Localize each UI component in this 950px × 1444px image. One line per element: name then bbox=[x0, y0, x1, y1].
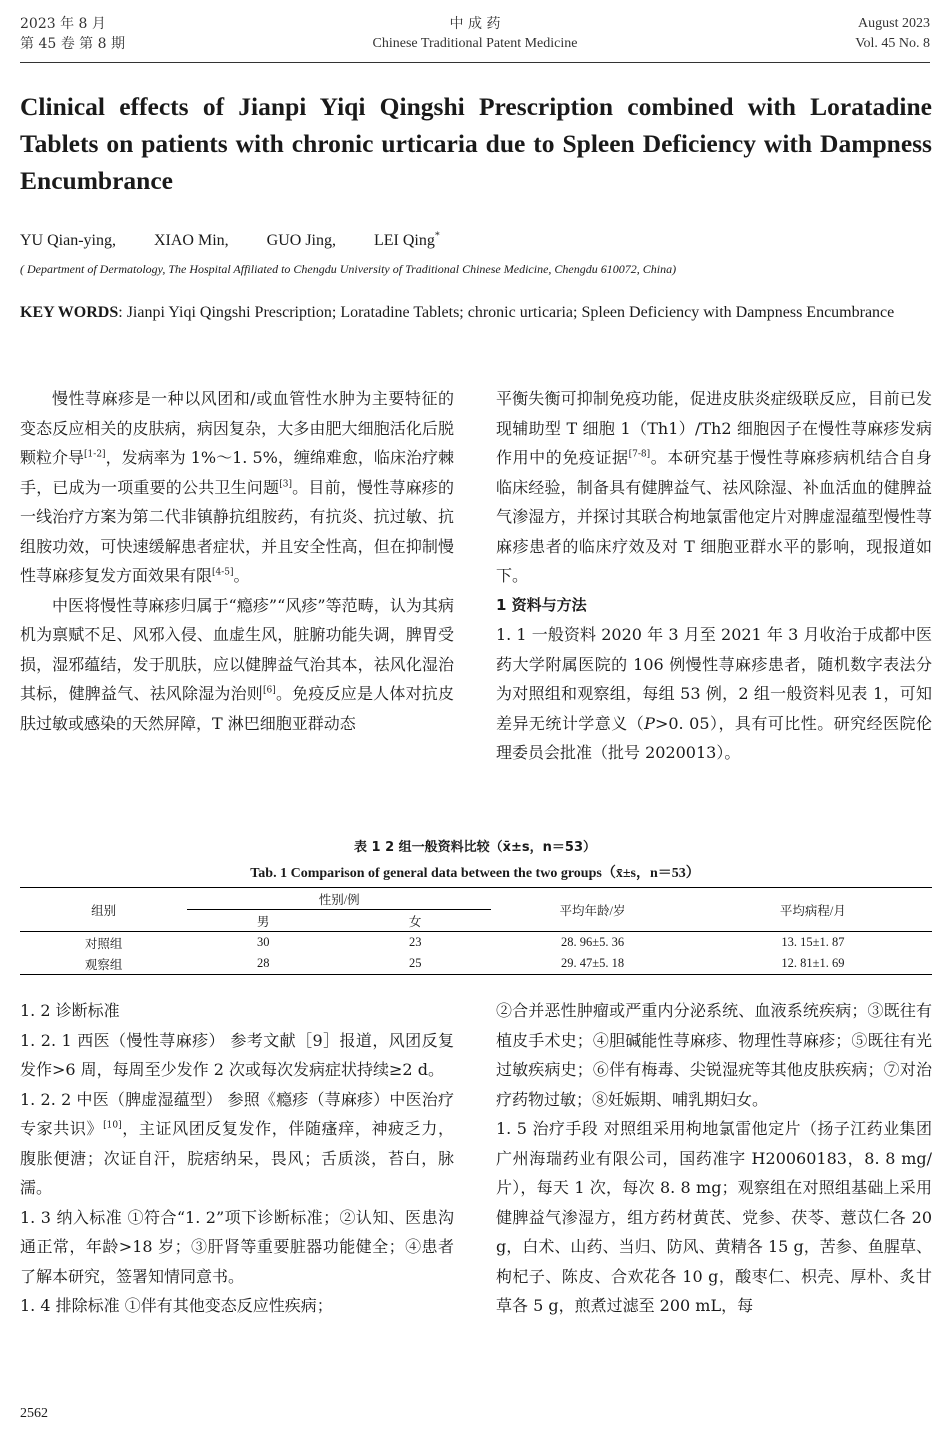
lower-left-column bbox=[20, 996, 454, 1321]
cell-course: 12. 81±1. 69 bbox=[694, 953, 932, 975]
paper-title: Clinical effects of Jianpi Yiqi Qingshi Prescription combined with Loratadine Tablets on patients with chronic urticaria due to Spleen Deficiency with Dampness Encumbrance bbox=[20, 92, 932, 195]
table-caption-en: Tab. 1 Comparison of general data between the two groups（x̄±s，n＝53） bbox=[250, 866, 700, 881]
author-name: LEI Qing bbox=[374, 232, 435, 249]
paragraph: 1. 2. 1 西医（慢性荨麻疹） 参考文献［9］报道，风团反复发作>6 周，每周至少发作 2 次或每次发病症状持续≥2 d。 bbox=[20, 1030, 454, 1079]
text: >0. 05），具有可比性。研究经医院伦理委员会批准（批号 2020013）。 bbox=[496, 713, 932, 762]
text: 。目前，慢性荨麻疹的一线治疗方案为第二代非镇静抗组胺药，有抗炎、抗过敏、抗组胺功效，可快速缓解患者症状，并且安全性高，但在抑制慢性荨麻疹复发方面效果有限 bbox=[20, 477, 454, 585]
data-table bbox=[20, 887, 932, 975]
table-header-male: 男 bbox=[187, 910, 339, 932]
header-date-en: August 2023 bbox=[858, 16, 930, 31]
author-name: XIAO Min, bbox=[153, 232, 229, 249]
p-symbol: P bbox=[644, 713, 655, 733]
paragraph bbox=[496, 620, 932, 768]
table-row bbox=[20, 953, 932, 975]
paragraph bbox=[496, 384, 932, 591]
table-header-group: 组别 bbox=[20, 888, 187, 932]
header-volume-en: Vol. 45 No. 8 bbox=[855, 36, 930, 51]
author-name: YU Qian-ying, bbox=[20, 232, 116, 249]
table-caption-cn: 表 1 2 组一般资料比较（x̄±s，n＝53） bbox=[353, 840, 597, 855]
journal-name-cn: 中 成 药 bbox=[449, 16, 501, 32]
body-left-column bbox=[20, 384, 454, 738]
author-list bbox=[20, 232, 440, 250]
author-name: GUO Jing, bbox=[266, 232, 336, 249]
header-right bbox=[855, 14, 930, 54]
header-date-cn: 2023 年 8 月 bbox=[20, 16, 106, 32]
cell-age: 29. 47±5. 18 bbox=[491, 953, 694, 975]
journal-name-en: Chinese Traditional Patent Medicine bbox=[372, 36, 578, 51]
text: ，发病率为 1%～1. 5%，缠绵难愈，临床治疗棘手，已成为一项重要的公共卫生问题 bbox=[20, 448, 454, 497]
header-center bbox=[0, 14, 950, 54]
paragraph bbox=[20, 384, 454, 591]
text: 2020 年 3 月至 2021 年 3 月收治于成都中医药大学附属医院的 106 例慢性荨麻疹患者，随机数字表法分为对照组和观察组，每组 53 例，2 组一般资料见表 1，可知差异无统计学意义（ bbox=[496, 625, 932, 733]
text: 中医将慢性荨麻疹归属于“瘾疹”“风疹”等范畴，认为其病机为禀赋不足、风邪入侵、血虚生风，脏腑功能失调，脾胃受损，湿邪蕴结，发于肌肤，应以健脾益气治其本，祛风化湿治其标，健脾益气、祛风除湿为治则 bbox=[20, 595, 454, 703]
paragraph: 1. 3 纳入标准 ①符合“1. 2”项下诊断标准；②认知、医患沟通正常，年龄>18 岁；③肝肾等重要脏器功能健全；④患者了解本研究，签署知情同意书。 bbox=[20, 1207, 454, 1286]
text: 。免疫反应是人体对抗皮肤过敏或感染的天然屏障，T 淋巴细胞亚群动态 bbox=[20, 684, 454, 733]
table-row bbox=[20, 932, 932, 954]
keywords bbox=[20, 298, 932, 328]
text: 。 bbox=[233, 566, 250, 585]
header-volume-cn: 第 45 卷 第 8 期 bbox=[20, 36, 125, 52]
subsection-heading: 1. 1 一般资料 bbox=[496, 625, 597, 644]
subsection-heading: 1. 2 诊断标准 bbox=[20, 1001, 120, 1020]
keywords-text: : Jianpi Yiqi Qingshi Prescription; Loratadine Tablets; chronic urticaria; Spleen Deficiency with Dampness Encumbrance bbox=[118, 304, 895, 321]
cell-group: 对照组 bbox=[84, 936, 123, 951]
text: 平衡失衡可抑制免疫功能，促进皮肤炎症级联反应，目前已发现辅助型 T 细胞 1（Th1）/Th2 细胞因子在慢性荨麻疹发病作用中的免疫证据 bbox=[496, 389, 932, 467]
cell-male: 30 bbox=[256, 935, 270, 949]
table-header-sex: 性别/例 bbox=[187, 888, 491, 910]
paragraph: ②合并恶性肿瘤或严重内分泌系统、血液系统疾病；③既往有植皮手术史；④胆碱能性荨麻疹、物理性荨麻疹；⑤既往有光过敏疾病史；⑥伴有梅毒、尖锐湿疣等其他皮肤疾病；⑦对治疗药物过敏；⑧妊娠期、哺乳期妇女。 bbox=[496, 1001, 932, 1109]
cell-male: 28 bbox=[187, 953, 339, 975]
paragraph: 1. 5 治疗手段 对照组采用枸地氯雷他定片（扬子江药业集团广州海瑞药业有限公司，国药准字 H20060183，8. 8 mg/片），每天 1 次，每次 8. 8 mg；观察组在对照组基础上采用健脾益气渗湿方，组方药材黄芪、党参、茯苓、薏苡仁各 20 g，白术、山药、当归、防风、黄精各 15 g，苦参、鱼腥草、枸杞子、陈皮、合欢花各 10 g，酸枣仁、枳壳、厚朴、炙甘草各 5 g，煎煮过滤至 200 mL，每 bbox=[496, 1119, 932, 1315]
cell-age: 28. 96±5. 36 bbox=[560, 935, 625, 949]
citation: [10] bbox=[103, 1120, 122, 1131]
paragraph bbox=[20, 1085, 454, 1203]
table-header-age: 平均年龄/岁 bbox=[491, 888, 694, 932]
cell-course: 13. 15±1. 87 bbox=[781, 935, 845, 949]
table-header-course: 平均病程/月 bbox=[694, 888, 932, 932]
paragraph bbox=[20, 591, 454, 739]
citation: [7-8] bbox=[628, 449, 651, 460]
affiliation: ( Department of Dermatology, The Hospital Affiliated to Chengdu University of Traditional Chinese Medicine, Chengdu 610072, China) bbox=[20, 262, 677, 276]
section-heading: 1 资料与方法 bbox=[496, 595, 587, 614]
citation: [3] bbox=[279, 479, 292, 490]
citation: [6] bbox=[263, 685, 276, 696]
cell-female: 25 bbox=[339, 953, 491, 975]
text: 。本研究基于慢性荨麻疹病机结合自身临床经验，制备具有健脾益气、祛风除湿、补血活血的健脾益气渗湿方，并探讨其联合枸地氯雷他定片对脾虚湿蕴型慢性荨麻疹患者的临床疗效及对 T 细胞亚群水平的影响，现报道如下。 bbox=[496, 448, 932, 585]
body-right-column bbox=[496, 384, 932, 768]
text: 慢性荨麻疹是一种以风团和/或血管性水肿为主要特征的变态反应相关的皮肤病，病因复杂，大多由肥大细胞活化后脱颗粒介导 bbox=[20, 389, 454, 467]
header-rule bbox=[20, 62, 930, 63]
paragraph: 1. 4 排除标准 ①伴有其他变态反应性疾病； bbox=[20, 1296, 333, 1315]
citation: [4-5] bbox=[212, 567, 234, 578]
citation: [1-2] bbox=[84, 449, 106, 460]
cell-group: 观察组 bbox=[20, 953, 187, 975]
corresponding-mark: * bbox=[434, 230, 440, 242]
text: ，主证风团反复发作，伴随瘙痒，神疲乏力，腹胀便溏；次证自汗，脘痞纳呆，畏风；舌质淡，苔白，脉濡。 bbox=[20, 1119, 454, 1197]
keywords-label: KEY WORDS bbox=[20, 304, 119, 321]
lower-right-column bbox=[496, 996, 932, 1321]
cell-female: 23 bbox=[408, 935, 422, 949]
page-number: 2562 bbox=[20, 1406, 48, 1421]
table-header-female: 女 bbox=[339, 910, 491, 932]
text: 1. 2. 2 中医（脾虚湿蕴型） 参照《瘾疹（荨麻疹）中医治疗专家共识》 bbox=[20, 1089, 454, 1138]
